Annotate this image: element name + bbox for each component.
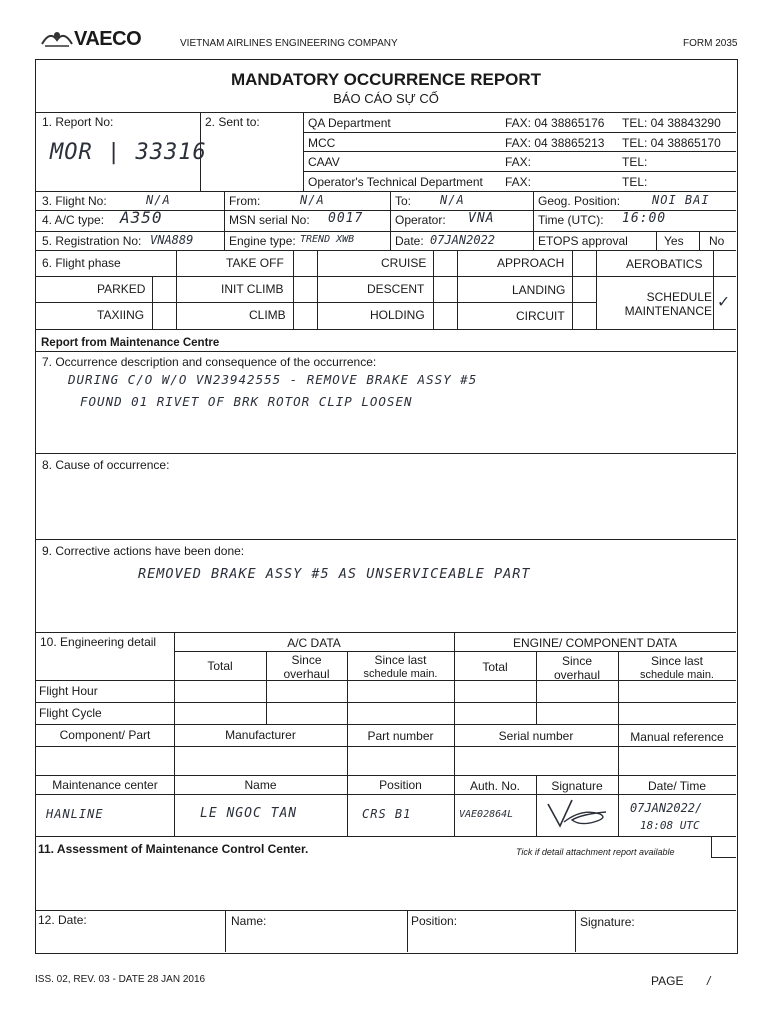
form-number: FORM 2035 bbox=[683, 38, 738, 49]
occurrence-line-1: DURING C/O W/O VN23942555 - REMOVE BRAKE ASSY #5 bbox=[68, 372, 478, 387]
etops-yes[interactable]: Yes bbox=[664, 234, 684, 248]
flight-no-label: 3. Flight No: bbox=[42, 194, 107, 208]
position-header: Position bbox=[379, 778, 422, 792]
eng-since-last-1: Since last bbox=[650, 654, 704, 668]
ac-data-heading: A/C DATA bbox=[287, 636, 341, 650]
form-subtitle: BÁO CÁO SỰ CỐ bbox=[333, 91, 439, 106]
eng-total-header: Total bbox=[482, 660, 508, 674]
engine-type-value: TREND XWB bbox=[300, 234, 355, 245]
auth-no-header: Auth. No. bbox=[469, 779, 521, 793]
phase-taxiing[interactable]: TAXIING bbox=[97, 308, 145, 322]
phase-maintenance[interactable]: MAINTENANCE bbox=[624, 304, 712, 318]
etops-label: ETOPS approval bbox=[538, 234, 628, 248]
time-utc-label: Time (UTC): bbox=[538, 213, 604, 227]
sign-date-label: 12. Date: bbox=[38, 913, 87, 927]
sign-signature-label: Signature: bbox=[580, 915, 635, 929]
engineer-position-value: CRS B1 bbox=[362, 807, 412, 821]
eng-since-overhaul-2: overhaul bbox=[553, 668, 601, 682]
flight-cycle-label: Flight Cycle bbox=[39, 706, 102, 720]
recipient-mcc: MCC bbox=[308, 136, 336, 150]
maintenance-center-value: HANLINE bbox=[46, 807, 104, 821]
vaeco-logo bbox=[40, 26, 150, 52]
report-no-value: MOR | 33316 bbox=[50, 140, 207, 165]
flight-hour-label: Flight Hour bbox=[39, 684, 98, 698]
phase-approach[interactable]: APPROACH bbox=[497, 256, 565, 270]
recipient-mcc-fax: FAX: 04 38865213 bbox=[505, 136, 605, 150]
recipient-operator-fax: FAX: bbox=[505, 175, 532, 189]
recipient-qa: QA Department bbox=[308, 116, 391, 130]
phase-aerobatics[interactable]: AEROBATICS bbox=[626, 257, 703, 271]
recipient-qa-tel: TEL: 04 38843290 bbox=[622, 116, 721, 130]
etops-no[interactable]: No bbox=[709, 234, 725, 248]
date-time-value-1: 07JAN2022/ bbox=[630, 801, 703, 815]
recipient-mcc-tel: TEL: 04 38865170 bbox=[622, 136, 721, 150]
engineer-name-value: LE NGOC TAN bbox=[200, 806, 298, 821]
sign-position-label: Position: bbox=[411, 914, 458, 928]
ac-since-last-2: schedule main. bbox=[363, 668, 438, 680]
to-value: N/A bbox=[440, 193, 465, 207]
registration-label: 5. Registration No: bbox=[42, 234, 142, 248]
footer-page-label: PAGE bbox=[651, 974, 684, 988]
time-utc-value: 16:00 bbox=[622, 211, 667, 226]
recipient-qa-fax: FAX: 04 38865176 bbox=[505, 116, 605, 130]
date-time-value-2: 18:08 UTC bbox=[640, 819, 700, 832]
phase-holding[interactable]: HOLDING bbox=[370, 308, 425, 322]
occurrence-line-2: FOUND 01 RIVET OF BRK ROTOR CLIP LOOSEN bbox=[80, 394, 413, 409]
manual-reference-header: Manual reference bbox=[630, 730, 724, 744]
occurrence-label: 7. Occurrence description and consequence of the occurrence: bbox=[42, 355, 377, 369]
recipient-caav: CAAV bbox=[308, 155, 340, 169]
corrective-label: 9. Corrective actions have been done: bbox=[42, 544, 245, 558]
from-label: From: bbox=[229, 194, 261, 208]
to-label: To: bbox=[395, 194, 412, 208]
signature-header: Signature bbox=[551, 779, 603, 793]
engine-type-label: Engine type: bbox=[229, 234, 296, 248]
ac-type-value: A350 bbox=[120, 208, 163, 227]
recipient-caav-fax: FAX: bbox=[505, 155, 532, 169]
ac-type-label: 4. A/C type: bbox=[42, 213, 105, 227]
phase-circuit[interactable]: CIRCUIT bbox=[516, 309, 565, 323]
from-value: N/A bbox=[300, 193, 325, 207]
operator-label: Operator: bbox=[395, 213, 446, 227]
flight-phase-label: 6. Flight phase bbox=[42, 256, 121, 270]
eng-since-last-2: schedule main. bbox=[640, 669, 714, 681]
geog-position-value: NOI BAI bbox=[652, 193, 710, 207]
flight-no-value: N/A bbox=[146, 193, 171, 207]
phase-cruise[interactable]: CRUISE bbox=[381, 256, 427, 270]
phase-take-off[interactable]: TAKE OFF bbox=[226, 256, 284, 270]
geog-position-label: Geog. Position: bbox=[538, 194, 621, 208]
part-number-header: Part number bbox=[367, 729, 434, 743]
operator-value: VNA bbox=[468, 211, 495, 226]
ac-since-overhaul-1: Since bbox=[291, 653, 322, 667]
msn-serial-value: 0017 bbox=[328, 211, 364, 226]
footer-page-value: / bbox=[707, 974, 711, 988]
attachment-tick-note: Tick if detail attachment report available bbox=[516, 847, 675, 857]
corrective-line-1: REMOVED BRAKE ASSY #5 AS UNSERVICEABLE PART bbox=[138, 566, 531, 582]
component-part-header: Component/ Part bbox=[59, 728, 151, 742]
engine-data-heading: ENGINE/ COMPONENT DATA bbox=[512, 636, 677, 650]
ac-since-last-1: Since last bbox=[374, 653, 427, 667]
form-title: MANDATORY OCCURRENCE REPORT bbox=[230, 70, 542, 89]
report-no-label: 1. Report No: bbox=[42, 115, 114, 129]
company-name: VIETNAM AIRLINES ENGINEERING COMPANY bbox=[180, 38, 398, 49]
logo-emblem-icon bbox=[40, 26, 74, 50]
date-value: 07JAN2022 bbox=[430, 233, 496, 247]
schedule-maintenance-tick: ✓ bbox=[718, 291, 730, 312]
sign-name-label: Name: bbox=[231, 914, 267, 928]
phase-init-climb[interactable]: INIT CLIMB bbox=[221, 282, 284, 296]
recipient-operator-tel: TEL: bbox=[622, 175, 648, 189]
maintenance-center-header: Maintenance center bbox=[52, 778, 158, 792]
footer-issue: ISS. 02, REV. 03 - DATE 28 JAN 2016 bbox=[35, 974, 206, 985]
attachment-tick-box[interactable] bbox=[711, 836, 712, 857]
engineering-label: 10. Engineering detail bbox=[40, 635, 157, 649]
sent-to-label: 2. Sent to: bbox=[205, 115, 260, 129]
date-time-header: Date/ Time bbox=[647, 779, 707, 793]
recipient-operator: Operator's Technical Department bbox=[308, 175, 483, 189]
phase-landing[interactable]: LANDING bbox=[512, 283, 566, 297]
logo-text: VAECO bbox=[74, 28, 142, 50]
recipient-caav-tel: TEL: bbox=[622, 155, 648, 169]
ac-total-header: Total bbox=[207, 659, 233, 673]
handwritten-signature-icon bbox=[542, 796, 614, 834]
date-label: Date: bbox=[395, 234, 424, 248]
report-from-heading: Report from Maintenance Centre bbox=[41, 337, 220, 349]
eng-since-overhaul-1: Since bbox=[561, 654, 593, 668]
serial-number-header: Serial number bbox=[498, 729, 574, 743]
manufacturer-header: Manufacturer bbox=[225, 728, 296, 742]
phase-descent[interactable]: DESCENT bbox=[367, 282, 425, 296]
auth-no-value: VAE02864L bbox=[459, 809, 514, 820]
assessment-label: 11. Assessment of Maintenance Control Center. bbox=[38, 842, 309, 856]
registration-value: VNA889 bbox=[150, 233, 194, 247]
phase-schedule[interactable]: SCHEDULE bbox=[646, 290, 712, 304]
cause-label: 8. Cause of occurrence: bbox=[42, 458, 170, 472]
phase-climb[interactable]: CLIMB bbox=[249, 308, 286, 322]
phase-parked[interactable]: PARKED bbox=[97, 282, 146, 296]
msn-serial-label: MSN serial No: bbox=[229, 213, 310, 227]
ac-since-overhaul-2: overhaul bbox=[283, 667, 330, 681]
name-header: Name bbox=[244, 778, 277, 792]
